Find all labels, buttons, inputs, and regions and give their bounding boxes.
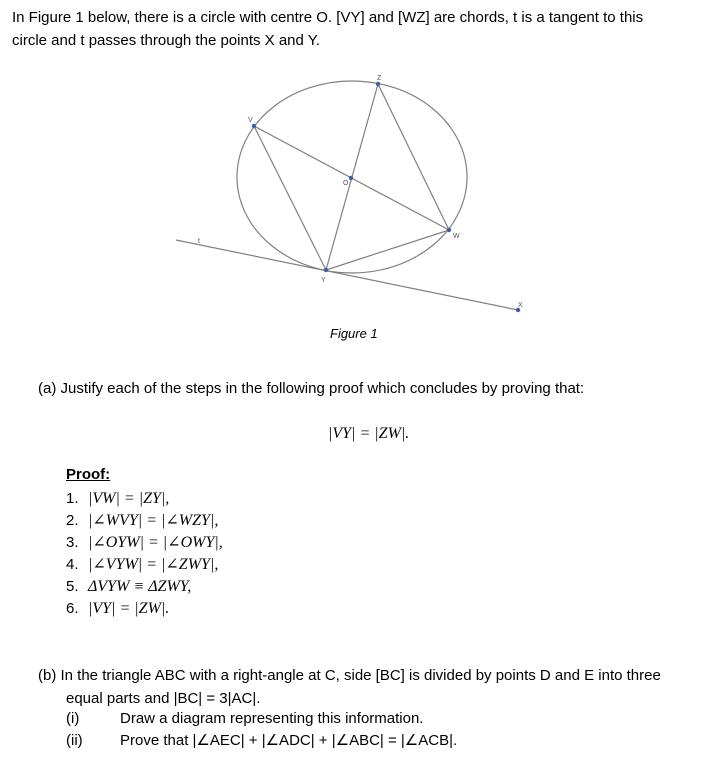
part-b-ii	[66, 730, 457, 752]
proof-step: 2. |∠WVY| = |∠WZY|,	[66, 512, 219, 529]
point-z	[376, 82, 380, 86]
intro-line-2: circle and t passes through the points X and Y.	[12, 32, 320, 49]
part-a-conclusion: |VY| = |ZW|.	[328, 425, 410, 442]
point-w	[447, 228, 451, 232]
tangent-line-t	[176, 240, 518, 310]
label-z: Z	[377, 75, 382, 82]
point-o	[349, 176, 353, 180]
intro-line-1: In Figure 1 below, there is a circle with centre O. [VY] and [WZ] are chords, t is a tangent to this	[12, 9, 644, 26]
part-b-line-1: (b) In the triangle ABC with a right-angle at C, side [BC] is divided by points D and E into three	[38, 667, 661, 684]
part-b-i-label: (i)	[66, 710, 80, 727]
proof-step: 5. ΔVYW ≡ ΔZWY,	[66, 578, 192, 595]
proof-title: Proof:	[66, 466, 111, 483]
label-w: W	[453, 233, 460, 240]
chord-zw	[378, 84, 449, 230]
part-b-i	[66, 708, 423, 730]
proof-step: 6. |VY| = |ZW|.	[66, 600, 170, 617]
label-x: X	[518, 302, 523, 309]
part-b-ii-text: Prove that |∠AEC| + |∠ADC| + |∠ABC| = |∠ACB|.	[120, 732, 458, 749]
label-t: t	[198, 238, 200, 245]
figure-1-diagram	[0, 0, 702, 360]
label-v: V	[248, 117, 253, 124]
figure-caption: Figure 1	[330, 326, 378, 341]
proof-steps	[66, 488, 223, 620]
segment-yw	[326, 230, 449, 270]
point-v	[252, 124, 256, 128]
label-y: Y	[321, 277, 326, 284]
label-o: O	[343, 180, 349, 187]
proof-step: 4. |∠VYW| = |∠ZWY|,	[66, 556, 219, 573]
part-b-line-2: equal parts and |BC| = 3|AC|.	[66, 690, 261, 707]
part-b-ii-label: (ii)	[66, 732, 83, 749]
point-y	[324, 268, 328, 272]
chord-vy	[254, 126, 326, 270]
proof-step: 1. |VW| = |ZY|,	[66, 490, 170, 507]
part-a-prompt: (a) Justify each of the steps in the following proof which concludes by proving that:	[38, 380, 585, 397]
part-b-prompt	[38, 664, 688, 710]
proof-step: 3. |∠OYW| = |∠OWY|,	[66, 534, 223, 551]
part-b-i-text: Draw a diagram representing this information.	[120, 710, 424, 727]
